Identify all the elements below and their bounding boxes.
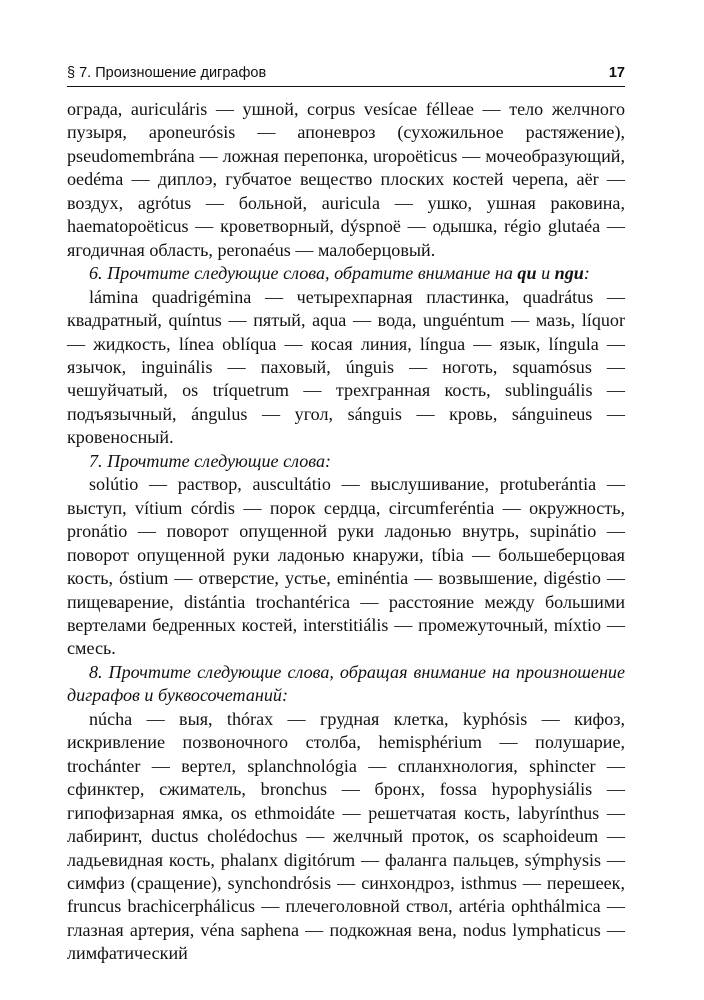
exercise-6-heading xyxy=(67,262,625,285)
exercise-6-emphasis-ngu: ngu xyxy=(554,263,584,284)
exercise-7-words: solútio — раствор, auscultátio — выслушивание, protuberántia — выступ, vítium córdis — порок сердца, circumferéntia — окружность, pronátio — поворот опущенной руки ладонью внутрь, supinátio — поворот опущенной руки ладонью кнаружи, tíbia — большеберцовая кость, óstium — отверстие, устье, eminéntia — возвышение, digéstio — пищеварение, distántia trochantérica — расстояние между большими вертелами бедренных костей, interstitiális — промежуточный, míxtio — смесь. xyxy=(67,474,625,659)
exercise-6-words: lámina quadrigémina — четырехпарная пластинка, quadrátus — квадратный, quíntus — пятый, aqua — вода, unguéntum — мазь, líquor — жидкость, línea oblíqua — косая линия, língua — язык, língula — язычок, inguinális — паховый, únguis — ноготь, squamósus — чешуйчатый, os tríquetrum — трехгранная кость, sublinguális — подъязычный, ángulus — угол, sánguis — кровь, sánguineus — кровеносный. xyxy=(67,286,625,448)
running-head xyxy=(67,62,625,87)
body-text xyxy=(67,98,625,966)
exercise-6-colon: : xyxy=(583,263,590,284)
exercise-6-text: 6. Прочтите следующие слова, обратите внимание на xyxy=(89,263,518,284)
exercise-7-heading: 7. Прочтите следующие слова: xyxy=(89,450,332,471)
exercise-8-words: núcha — выя, thórax — грудная клетка, kyphósis — кифоз, искривление позвоночного столба, hemisphérium — полушарие, trochánter — вертел, splanchnológia — спланхнология, sphincter — сфинктер, сжиматель, bronchus — бронх, fossa hypophysiális — гипофизарная ямка, os ethmoidáte — решетчатая кость, labyrínthus — лабиринт, ductus cholédochus — желчный проток, os scaphoideum — ладьевидная кость, phalanx digitórum — фаланга пальцев, sýmphysis — симфиз (сращение), synchondrósis — синхондроз, isthmus — перешеек, fruncus brachicerphálicus — плечеголовной ствол, artéria ophthálmica — глазная артерия, véna saphena — подкожная вена, nodus lymphaticus — лимфатический xyxy=(67,708,625,964)
exercise-6-conj: и xyxy=(536,263,555,284)
exercise-8-heading: 8. Прочтите следующие слова, обращая внимание на произношение диграфов и буквосочетаний: xyxy=(67,661,625,706)
exercise-6-emphasis-qu: qu xyxy=(517,263,537,284)
section-title: § 7. Произношение диграфов xyxy=(67,65,267,81)
page-number: 17 xyxy=(608,65,625,81)
paragraph-continuation: ограда, auriculáris — ушной, corpus vesícae félleae — тело желчного пузыря, aponeurósis — апоневроз (сухожильное растяжение), pseudomembrána — ложная перепонка, uropoëticus — мочеобразующий, oedéma — диплоэ, губчатое вещество плоских костей черепа, aër — воздух, agrótus — больной, auricula — ушко, ушная раковина, haematopoëticus — кроветворный, dýspnoë — одышка, régio glutaéa — ягодичная область, peronaéus — малоберцовый. xyxy=(67,99,625,260)
